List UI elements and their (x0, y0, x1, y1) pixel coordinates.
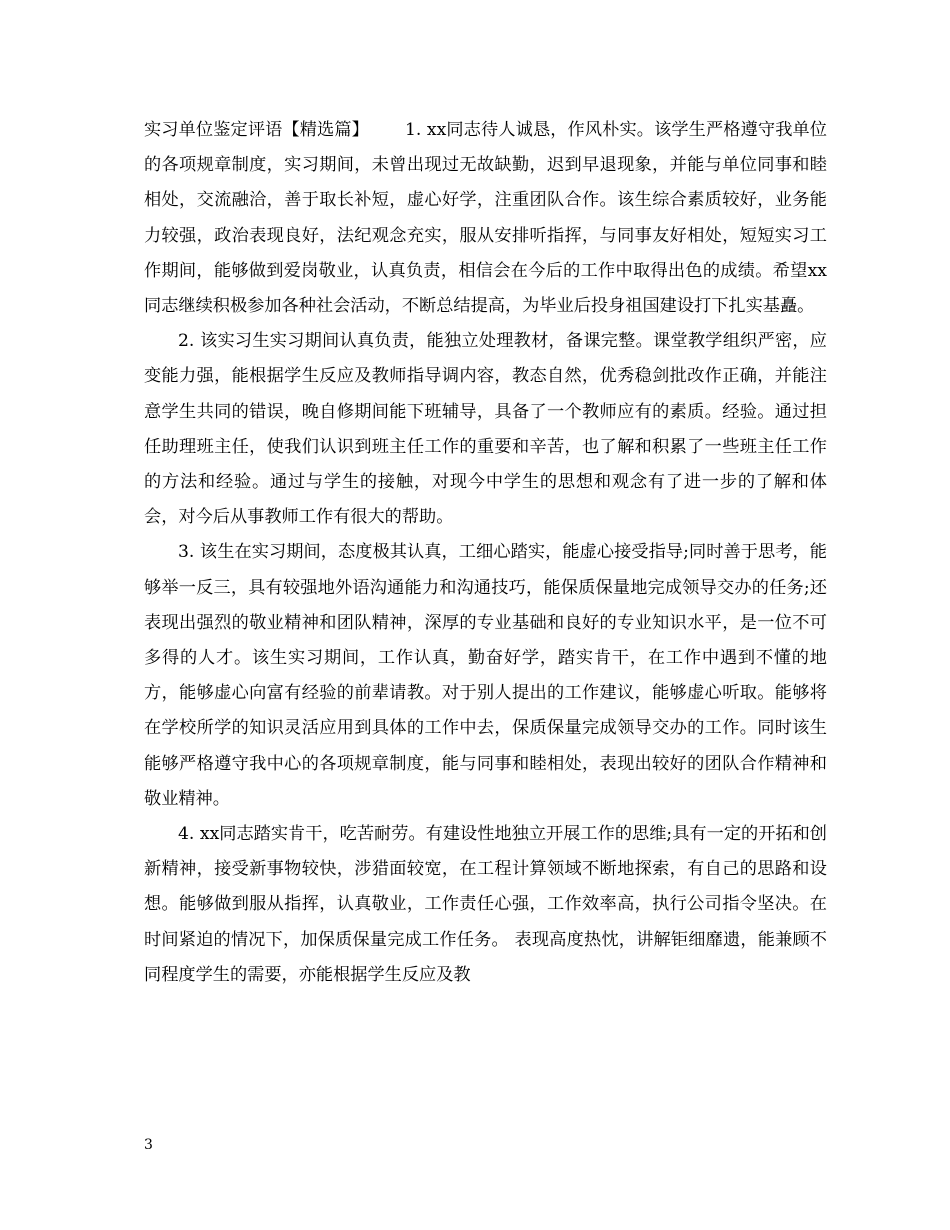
page-number: 3 (144, 1137, 153, 1153)
paragraph-1 (144, 113, 827, 324)
document-body (144, 113, 827, 993)
paragraph-1-text: 1. xx同志待人诚恳，作风朴实。该学生严格遵守我单位的各项规章制度，实习期间，未曾出现过无故缺勤，迟到早退现象，并能与单位同事和睦相处，交流融洽，善于取长补短，虚心好学，注重团队合作。该生综合素质较好，业务能力较强，政治表现良好，法纪观念充实，服从安排听指挥，与同事友好相处，短短实习工作期间，能够做到爱岗敬业，认真负责，相信会在今后的工作中取得出色的成绩。希望xx同志继续积极参加各种社会活动，不断总结提高，为毕业后投身祖国建设打下扎实基矗。 (144, 120, 827, 317)
paragraph-3: 3. 该生在实习期间，态度极其认真，工细心踏实，能虚心接受指导;同时善于思考，能够举一反三，具有较强地外语沟通能力和沟通技巧，能保质保量地完成领导交办的任务;还表现出强烈的敬业精神和团队精神，深厚的专业基础和良好的专业知识水平，是一位不可多得的人才。该生实习期间，工作认真，勤奋好学，踏实肯干，在工作中遇到不懂的地方，能够虚心向富有经验的前辈请教。对于别人提出的工作建议，能够虚心听取。能够将在学校所学的知识灵活应用到具体的工作中去，保质保量完成领导交办的工作。同时该生能够严格遵守我中心的各项规章制度，能与同事和睦相处，表现出较好的团队合作精神和敬业精神。 (144, 542, 827, 809)
document-title: 实习单位鉴定评语【精选篇】 (144, 120, 369, 140)
paragraph-2: 2. 该实习生实习期间认真负责，能独立处理教材，备课完整。课堂教学组织严密，应变能力强，能根据学生反应及教师指导调内容，教态自然，优秀稳剑批改作正确，并能注意学生共同的错误，晚自修期间能下班辅导，具备了一个教师应有的素质。经验。通过担任助理班主任，使我们认识到班主任工作的重要和辛苦，也了解和积累了一些班主任工作的方法和经验。通过与学生的接触，对现今中学生的思想和观念有了进一步的了解和体会，对今后从事教师工作有很大的帮助。 (144, 331, 827, 528)
paragraph-4: 4. xx同志踏实肯干，吃苦耐劳。有建设性地独立开展工作的思维;具有一定的开拓和创新精神，接受新事物较快，涉猎面较宽，在工程计算领域不断地探索，有自己的思路和设想。能够做到服从指挥，认真敬业，工作责任心强，工作效率高，执行公司指令坚决。在时间紧迫的情况下，加保质保量完成工作任务。 表现高度热忱，讲解钜细靡遗，能兼顾不同程度学生的需要，亦能根据学生反应及教 (144, 824, 827, 985)
